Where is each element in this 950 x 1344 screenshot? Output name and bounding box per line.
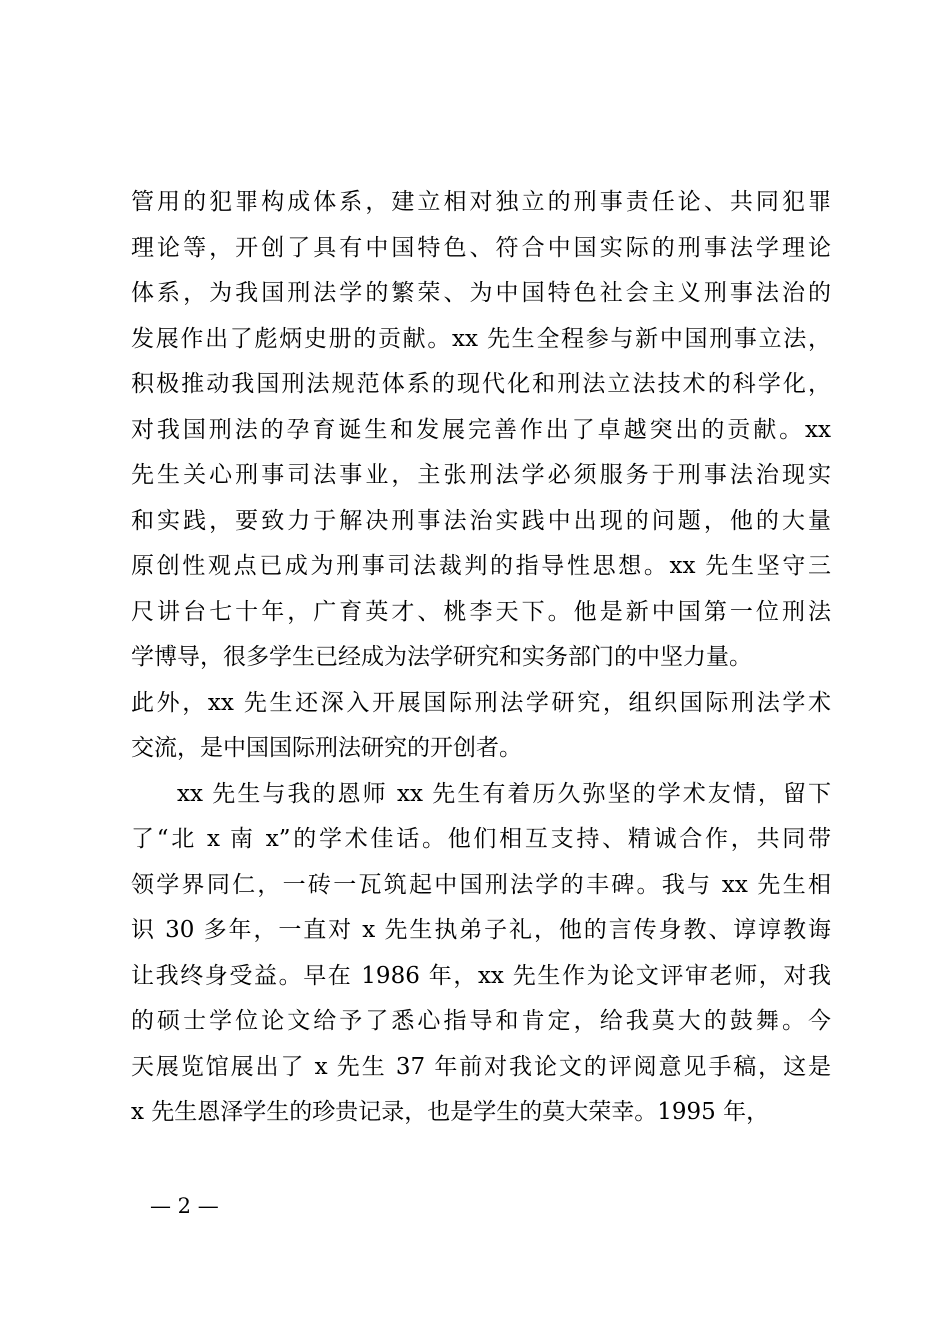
page-number: — 2 — (150, 1194, 219, 1218)
text-line: 领学界同仁，一砖一瓦筑起中国刑法学的丰碑。我与 xx 先生相 (131, 871, 831, 898)
text-line: 了“北 x 南 x”的学术佳话。他们相互支持、精诚合作，共同带 (131, 826, 831, 852)
text-line: 天展览馆展出了 x 先生 37 年前对我论文的评阅意见手稿，这是 (131, 1053, 831, 1080)
text-line: 积极推动我国刑法规范体系的现代化和刑法立法技术的科学化， (131, 371, 831, 397)
text-line: 让我终身受益。早在 1986 年，xx 先生作为论文评审老师，对我 (131, 962, 831, 989)
text-line: 原创性观点已成为刑事司法裁判的指导性思想。xx 先生坚守三 (131, 553, 831, 579)
text-line: 先生关心刑事司法事业，主张刑法学必须服务于刑事法治现实 (131, 462, 831, 488)
text-line: 理论等，开创了具有中国特色、符合中国实际的刑事法学理论 (131, 234, 831, 261)
body-text (131, 180, 831, 1136)
text-line: 学博导，很多学生已经成为法学研究和实务部门的中坚力量。 (131, 644, 752, 670)
text-line: x 先生恩泽学生的珍贵记录，也是学生的莫大荣幸。1995 年， (131, 1099, 770, 1125)
paragraph-1 (131, 180, 831, 772)
text-line: 此外，xx 先生还深入开展国际刑法学研究，组织国际刑法学术 (131, 689, 831, 716)
text-line: 体系，为我国刑法学的繁荣、为中国特色社会主义刑事法治的 (131, 280, 831, 306)
text-line: 管用的犯罪构成体系，建立相对独立的刑事责任论、共同犯罪 (131, 189, 831, 215)
text-line: 发展作出了彪炳史册的贡献。xx 先生全程参与新中国刑事立法， (131, 325, 831, 352)
text-line: xx 先生与我的恩师 xx 先生有着历久弥坚的学术友情，留下 (177, 780, 831, 807)
paragraph-2 (131, 772, 831, 1136)
text-line: 对我国刑法的孕育诞生和发展完善作出了卓越突出的贡献。xx (131, 416, 831, 443)
text-line: 的硕士学位论文给予了悉心指导和肯定，给我莫大的鼓舞。今 (131, 1008, 831, 1034)
text-line: 和实践，要致力于解决刑事法治实践中出现的问题，他的大量 (131, 507, 831, 534)
text-line: 识 30 多年，一直对 x 先生执弟子礼，他的言传身教、谆谆教诲 (131, 917, 831, 943)
text-line: 交流，是中国国际刑法研究的开创者。 (131, 735, 522, 761)
text-line: 尺讲台七十年，广育英才、桃李天下。他是新中国第一位刑法 (131, 598, 831, 625)
